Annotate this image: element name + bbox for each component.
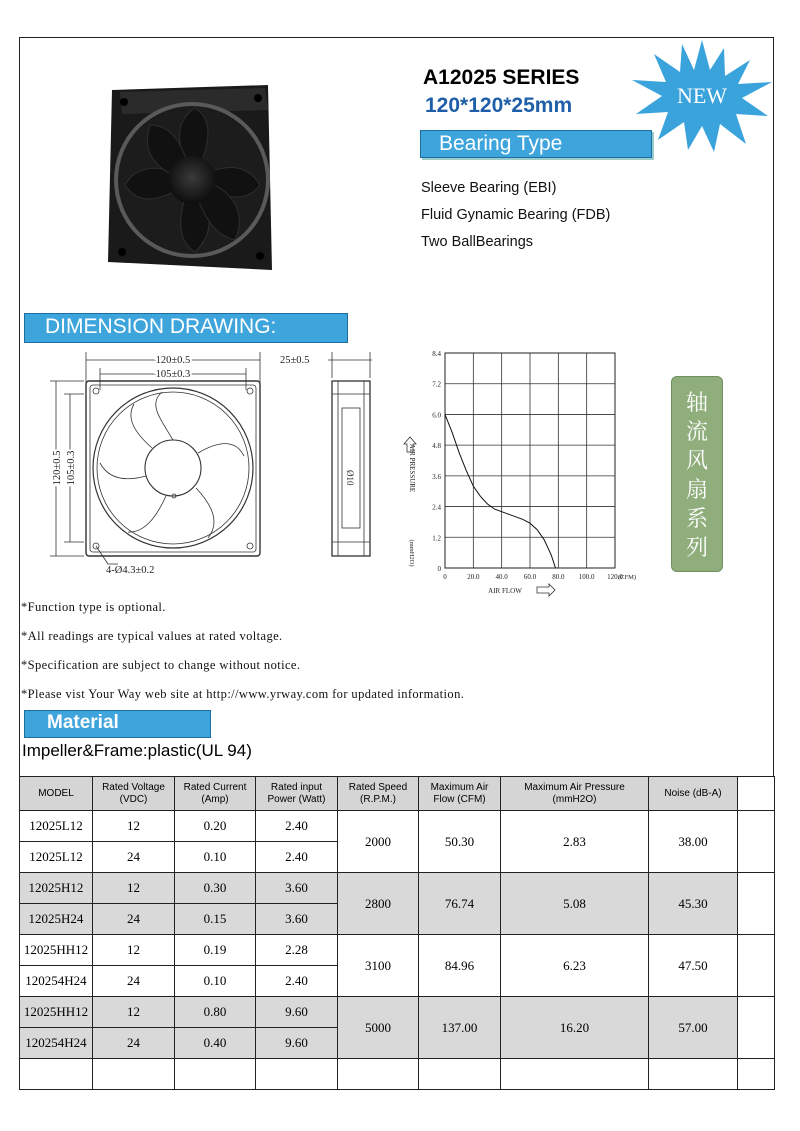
table-cell-blank xyxy=(738,811,775,873)
inner-height-label: 105±0.3 xyxy=(66,450,77,486)
table-cell: 137.00 xyxy=(419,997,501,1059)
col-header: MODEL xyxy=(20,777,93,811)
x-tick-label: 100.0 xyxy=(578,573,595,581)
table-cell: 12025H12 xyxy=(20,873,93,904)
side-view-drawing xyxy=(280,348,380,560)
col-header: Rated input Power (Watt) xyxy=(256,777,338,811)
table-cell-blank xyxy=(338,1059,419,1090)
table-cell-blank xyxy=(738,1059,775,1090)
x-axis-arrow xyxy=(537,584,555,596)
table-cell-blank xyxy=(20,1059,93,1090)
y-tick-label: 6.0 xyxy=(432,411,441,420)
y-tick-label: 3.6 xyxy=(432,472,441,481)
table-cell: 12 xyxy=(93,873,175,904)
table-row xyxy=(20,811,775,842)
table-cell: 2.40 xyxy=(256,811,338,842)
cn-char: 列 xyxy=(685,536,708,561)
table-cell: 120254H24 xyxy=(20,966,93,997)
table-cell: 2.28 xyxy=(256,935,338,966)
table-cell-blank xyxy=(738,873,775,935)
y-tick-label: 4.8 xyxy=(432,442,441,451)
table-cell: 57.00 xyxy=(649,997,738,1059)
x-tick-label: 20.0 xyxy=(467,573,480,581)
table-cell: 0.40 xyxy=(175,1028,256,1059)
table-cell: 0.19 xyxy=(175,935,256,966)
col-header: Rated Current (Amp) xyxy=(175,777,256,811)
table-cell: 24 xyxy=(93,1028,175,1059)
table-cell: 9.60 xyxy=(256,1028,338,1059)
note: *Please vist Your Way web site at http://www.yrway.com for updated information. xyxy=(21,687,465,701)
table-cell: 0.15 xyxy=(175,904,256,935)
table-cell: 0.30 xyxy=(175,873,256,904)
table-cell: 38.00 xyxy=(649,811,738,873)
table-cell: 12 xyxy=(93,935,175,966)
x-unit-label: (CFM) xyxy=(618,574,637,581)
table-cell: 9.60 xyxy=(256,997,338,1028)
table-cell: 2000 xyxy=(338,811,419,873)
table-cell: 0.10 xyxy=(175,966,256,997)
cn-char: 扇 xyxy=(685,478,708,503)
table-cell: 12 xyxy=(93,811,175,842)
table-cell: 45.30 xyxy=(649,873,738,935)
note: *All readings are typical values at rated voltage. xyxy=(21,629,283,643)
y-tick-label: 7.2 xyxy=(432,380,441,389)
cn-char: 轴 xyxy=(685,391,708,416)
table-row xyxy=(20,935,775,966)
series-title: A12025 SERIES xyxy=(423,66,580,89)
x-tick-label: 120.0 xyxy=(607,573,623,581)
bearing-type-header xyxy=(420,130,652,158)
table-cell: 0.10 xyxy=(175,842,256,873)
table-row-empty xyxy=(20,1059,775,1090)
cn-char: 系 xyxy=(685,507,708,532)
table-cell: 0.20 xyxy=(175,811,256,842)
fan-photo xyxy=(100,80,280,280)
table-header-row xyxy=(20,777,775,811)
table-cell: 12025HH12 xyxy=(20,997,93,1028)
table-cell: 12025H24 xyxy=(20,904,93,935)
table-cell: 12025HH12 xyxy=(20,935,93,966)
table-cell: 12025L12 xyxy=(20,811,93,842)
table-cell: 24 xyxy=(93,842,175,873)
cn-char: 流 xyxy=(685,420,708,445)
table-cell: 6.23 xyxy=(501,935,649,997)
material-title: Material xyxy=(47,712,119,733)
table-cell: 2800 xyxy=(338,873,419,935)
side-dia-label: Ø10 xyxy=(345,470,355,486)
table-cell-blank xyxy=(501,1059,649,1090)
front-view-drawing xyxy=(48,348,278,580)
bearing-item: Fluid Gynamic Bearing (FDB) xyxy=(421,207,611,223)
table-row xyxy=(20,997,775,1028)
cn-char: 风 xyxy=(685,449,708,474)
col-header: Maximum Air Pressure (mmH2O) xyxy=(501,777,649,811)
chinese-series-badge xyxy=(671,376,723,572)
table-cell: 12025L12 xyxy=(20,842,93,873)
table-cell: 2.40 xyxy=(256,842,338,873)
col-header: Maximum Air Flow (CFM) xyxy=(419,777,501,811)
holes-label: 4-Ø4.3±0.2 xyxy=(106,565,155,576)
table-cell: 84.96 xyxy=(419,935,501,997)
x-tick-label: 0 xyxy=(443,573,447,581)
y-tick-label: 0 xyxy=(437,565,441,573)
depth-label: 25±0.5 xyxy=(280,355,310,366)
col-header-blank xyxy=(738,777,775,811)
table-cell: 12 xyxy=(93,997,175,1028)
y-tick-label: 1.2 xyxy=(432,534,441,543)
outer-height-label: 120±0.5 xyxy=(52,450,63,486)
table-cell: 2.40 xyxy=(256,966,338,997)
y-tick-label: 2.4 xyxy=(432,503,441,512)
table-cell-blank xyxy=(649,1059,738,1090)
dimension-header xyxy=(24,313,348,343)
outer-width-label: 120±0.5 xyxy=(155,355,191,366)
table-cell: 5000 xyxy=(338,997,419,1059)
series-size: 120*120*25mm xyxy=(425,94,573,117)
pq-curve xyxy=(445,414,556,568)
y-unit-label: (mmH2O) xyxy=(408,539,415,567)
table-cell-blank xyxy=(175,1059,256,1090)
inner-width-label: 105±0.3 xyxy=(155,369,191,380)
material-text: Impeller&Frame:plastic(UL 94) xyxy=(22,741,252,760)
table-cell: 16.20 xyxy=(501,997,649,1059)
table-cell-blank xyxy=(93,1059,175,1090)
pq-chart xyxy=(395,343,655,603)
table-cell: 76.74 xyxy=(419,873,501,935)
bearing-item: Two BallBearings xyxy=(421,234,534,250)
bearing-type-title: Bearing Type xyxy=(439,132,563,155)
table-row xyxy=(20,873,775,904)
table-cell-blank xyxy=(738,997,775,1059)
bearing-item: Sleeve Bearing (EBI) xyxy=(421,180,557,196)
table-cell: 3.60 xyxy=(256,873,338,904)
table-cell: 3.60 xyxy=(256,904,338,935)
table-cell: 0.80 xyxy=(175,997,256,1028)
table-cell: 24 xyxy=(93,904,175,935)
x-axis-label: AIR FLOW xyxy=(488,587,522,595)
col-header: Noise (dB-A) xyxy=(649,777,738,811)
table-cell: 5.08 xyxy=(501,873,649,935)
table-cell: 47.50 xyxy=(649,935,738,997)
x-tick-label: 80.0 xyxy=(552,573,565,581)
spec-table xyxy=(19,776,775,1090)
x-tick-label: 40.0 xyxy=(495,573,508,581)
table-cell: 2.83 xyxy=(501,811,649,873)
y-axis-label: AIR PRESSURE xyxy=(408,443,416,493)
table-cell-blank xyxy=(419,1059,501,1090)
table-cell: 50.30 xyxy=(419,811,501,873)
new-badge xyxy=(632,40,772,152)
note: *Function type is optional. xyxy=(21,600,166,614)
table-cell: 24 xyxy=(93,966,175,997)
new-badge-text: NEW xyxy=(676,83,728,108)
x-tick-label: 60.0 xyxy=(523,573,537,581)
table-cell-blank xyxy=(256,1059,338,1090)
table-cell-blank xyxy=(738,935,775,997)
col-header: Rated Voltage (VDC) xyxy=(93,777,175,811)
y-tick-label: 8.4 xyxy=(432,350,441,358)
dimension-title: DIMENSION DRAWING: xyxy=(45,315,277,338)
table-cell: 3100 xyxy=(338,935,419,997)
material-header xyxy=(24,710,211,738)
table-cell: 120254H24 xyxy=(20,1028,93,1059)
note: *Specification are subject to change without notice. xyxy=(21,658,301,672)
col-header: Rated Speed (R.P.M.) xyxy=(338,777,419,811)
